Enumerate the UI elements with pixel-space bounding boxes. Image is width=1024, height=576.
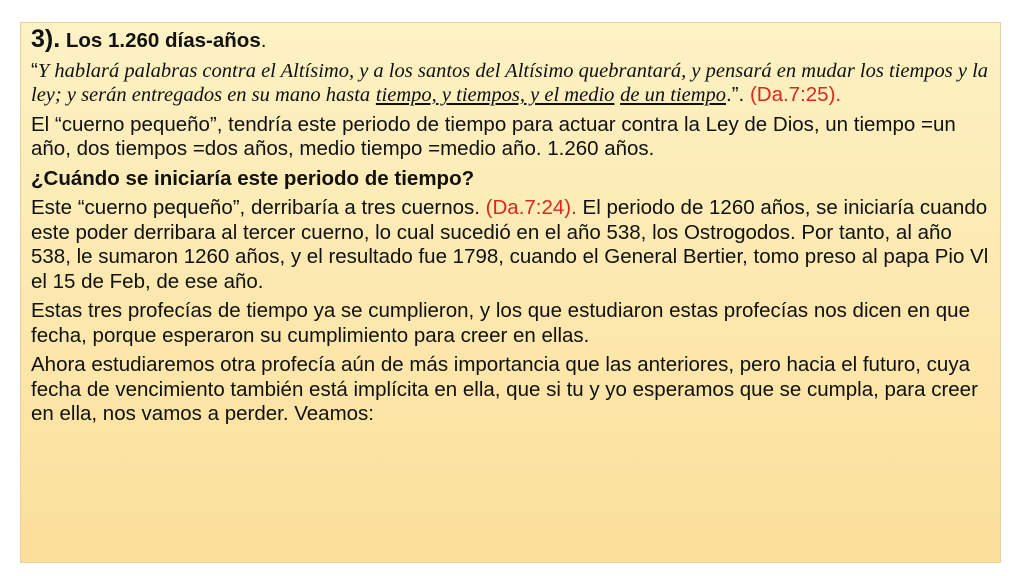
paragraph-2-body: El periodo de 1260 años, se iniciaría cuando este poder derribara al tercer cuerno, lo cual sucedió en el año 538, los Ostrogodos. Por tanto, al año 538, le sumaron 1260 años, y el resultado fue 1798, cuando el General Bertier, tomo preso al papa Pio Vl el 15 de Feb, de ese año. xyxy=(31,196,989,293)
quote-underlined-1: tiempo, y tiempos, y el medio xyxy=(375,84,615,106)
paragraph-3: Estas tres profecías de tiempo ya se cumplieron, y los que estudiaron estas profecías nos dicen en que fecha, porque esperaron su cumplimiento para creer en ellas. xyxy=(31,299,970,347)
slide xyxy=(20,22,1001,563)
paragraph-2 xyxy=(31,196,991,294)
paragraph-4: Ahora estudiaremos otra profecía aún de más importancia que las anteriores, pero hacia el futuro, cuya fecha de vencimiento también está implícita en ella, que si tu y yo esperamos que se cumpla, para creer en ella, nos vamos a perder. Veamos: xyxy=(31,353,978,425)
quote-text: Y hablará palabras contra el Altísimo, y a los santos del Altísimo quebrantará, y pensará en mudar los tiempos y la ley; y serán entregados en su mano hasta xyxy=(31,59,989,106)
heading-title: Los 1.260 días-años xyxy=(65,29,261,52)
scripture-quote xyxy=(31,59,991,108)
quote-open-mark: “ xyxy=(31,58,38,82)
question-heading: ¿Cuándo se iniciaría este periodo de tiempo? xyxy=(31,166,475,190)
section-heading xyxy=(31,27,991,54)
paragraph-2-intro: Este “cuerno pequeño”, derribaría a tres cuernos. xyxy=(31,196,480,219)
quote-underlined-2: de un tiempo xyxy=(620,84,727,106)
quote-close-mark: .”. xyxy=(726,83,745,106)
paragraph-1: El “cuerno pequeño”, tendría este periodo de tiempo para actuar contra la Ley de Dios, un tiempo =un año, dos tiempos =dos años, medio tiempo =medio año. 1.260 años. xyxy=(31,112,956,160)
heading-period: . xyxy=(260,29,267,52)
quote-reference: (Da.7:25). xyxy=(749,83,842,106)
slide-content xyxy=(31,27,991,432)
paragraph-2-reference: (Da.7:24). xyxy=(485,196,577,219)
heading-number: 3). xyxy=(31,25,61,53)
